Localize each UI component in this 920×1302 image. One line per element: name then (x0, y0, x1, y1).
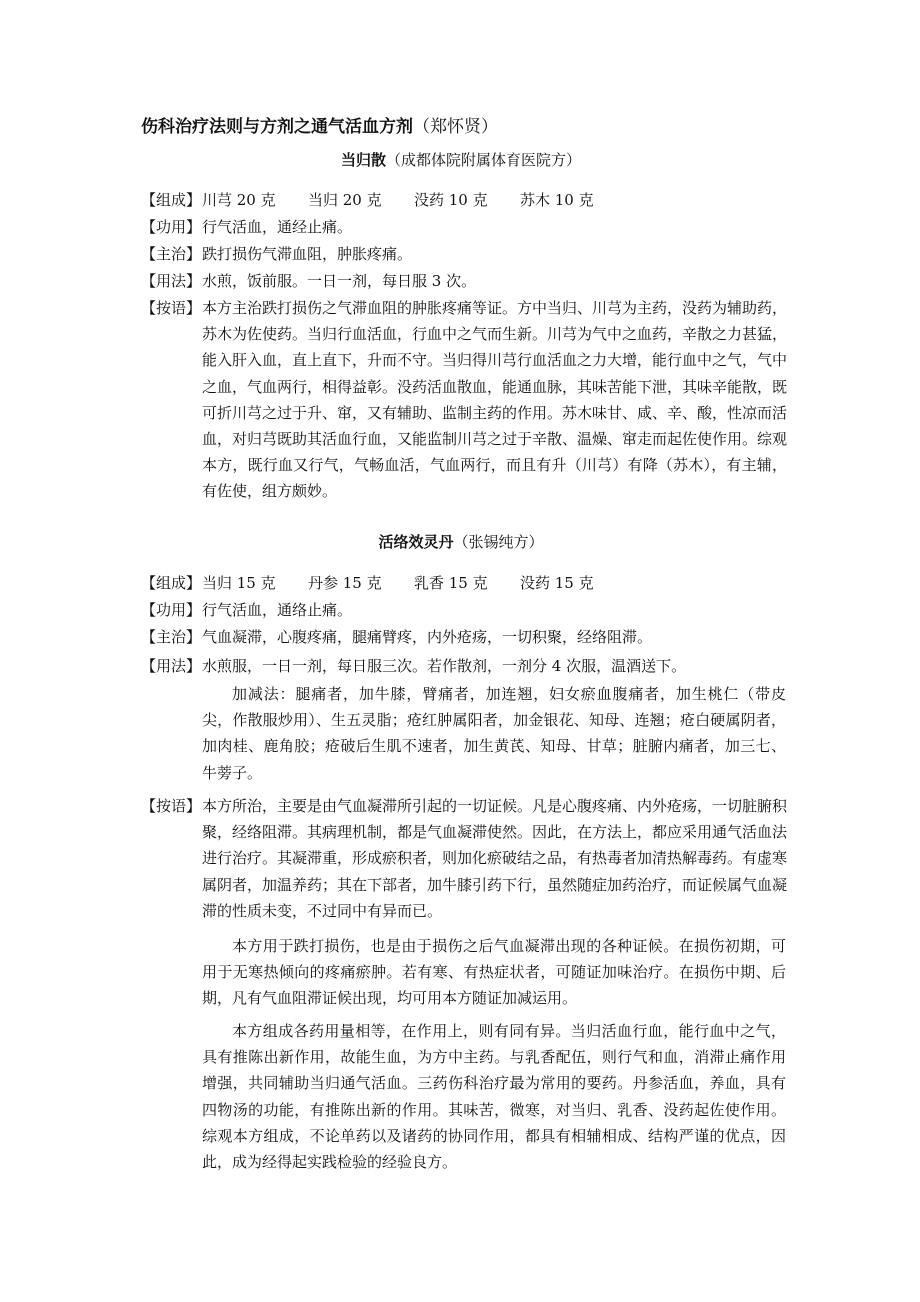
indication-text: 气血凝滞，心腹疼痛，腿痛臂疼，内外疮疡，一切积聚，经络阻滞。 (202, 628, 653, 646)
usage-field (141, 653, 787, 679)
note-field (141, 295, 787, 505)
function-label: 【功用】 (141, 601, 202, 619)
ingredient: 当归 20 克 (308, 191, 382, 209)
function-field (141, 214, 787, 240)
function-text: 行气活血，通络止痛。 (202, 601, 353, 619)
usage-field (141, 268, 787, 294)
formula-title (141, 531, 781, 552)
ingredient: 川芎 20 克 (202, 191, 276, 209)
usage-text: 水煎服，一日一剂，每日服三次。若作散剂，一剂分 4 次服，温酒送下。 (202, 657, 687, 675)
ingredient: 当归 15 克 (202, 574, 276, 592)
composition-field (141, 187, 787, 213)
indication-label: 【主治】 (141, 245, 202, 263)
formula-title (141, 149, 781, 170)
formula-name: 当归散 (340, 151, 386, 169)
composition-label: 【组成】 (141, 574, 202, 592)
note-field (141, 793, 787, 924)
composition-label: 【组成】 (141, 191, 202, 209)
indication-text: 跌打损伤气滞血阻，肿胀疼痛。 (202, 245, 413, 263)
formula-name: 活络效灵丹 (378, 533, 454, 551)
ingredient: 丹参 15 克 (308, 574, 382, 592)
composition-field (141, 570, 787, 596)
ingredient: 没药 10 克 (414, 191, 488, 209)
note-paragraph: 本方组成各药用量相等，在作用上，则有同有异。当归活血行血，能行血中之气，具有推陈出新作用，故能生血，为方中主药。与乳香配伍，则行气和血，消滞止痛作用增强，共同辅助当归通气活血。三药伤科治疗最为常用的要药。丹参活血，养血，具有四物汤的功能，有推陈出新的作用。其味苦，微寒，对当归、乳香、没药起佐使作用。综观本方组成，不论单药以及诸药的协同作用，都具有相辅相成、结构严谨的优点，因此，成为经得起实践检验的经验良方。 (202, 1022, 786, 1172)
document-author: （郑怀贤） (413, 117, 498, 137)
ingredient-list (202, 187, 787, 213)
ingredient: 苏木 10 克 (520, 191, 594, 209)
usage-label: 【用法】 (141, 657, 202, 675)
function-field (141, 597, 787, 623)
modification-paragraph: 加减法：腿痛者，加牛膝，臂痛者，加连翘，妇女瘀血腹痛者，加生桃仁（带皮尖，作散服炒用）、生五灵脂；疮红肿属阳者，加金银花、知母、连翘；疮白硬属阴者，加肉桂、鹿角胶；疮破后生肌不速者，加生黄芪、知母、甘草；脏腑内痛者，加三七、牛蒡子。 (202, 685, 786, 782)
usage-label: 【用法】 (141, 272, 202, 290)
note-label: 【按语】 (141, 299, 202, 317)
note-text: 本方所治，主要是由气血凝滞所引起的一切证候。凡是心腹疼痛、内外疮疡，一切脏腑积聚，经络阻滞。其病理机制，都是气血凝滞使然。因此，在方法上，都应采用通气活血法进行治疗。其凝滞重，形成瘀积者，则加化瘀破结之品，有热毒者加清热解毒药。有虚寒属阴者，加温养药；其在下部者，加牛膝引药下行，虽然随症加药治疗，而证候属气血凝滞的性质未变，不过同中有异而已。 (202, 797, 788, 920)
formula-source: （张锡纯方） (453, 533, 544, 551)
note-label: 【按语】 (141, 797, 202, 815)
formula-source: （成都体院附属体育医院方） (386, 151, 582, 169)
ingredient: 没药 15 克 (520, 574, 594, 592)
indication-field (141, 241, 787, 267)
ingredient: 乳香 15 克 (414, 574, 488, 592)
document-title-text: 伤科治疗法则与方剂之通气活血方剂 (141, 117, 413, 137)
usage-text: 水煎，饭前服。一日一剂，每日服 3 次。 (202, 272, 477, 290)
document-title (141, 112, 498, 137)
note-text: 本方主治跌打损伤之气滞血阻的肿胀疼痛等证。方中当归、川芎为主药，没药为辅助药，苏木为佐使药。当归行血活血，行血中之气而生新。川芎为气中之血药，辛散之力甚猛，能入肝入血，直上直下，升而不守。当归得川芎行血活血之力大增，能行血中之气，气中之血，气血两行，相得益彰。没药活血散血，能通血脉，其味苦能下泄，其味辛能散，既可折川芎之过于升、窜，又有辅助、监制主药的作用。苏木味甘、咸、辛、酸，性凉而活血，对归芎既助其活血行血，又能监制川芎之过于辛散、温燥、窜走而起佐使作用。综观本方，既行血又行气，气畅血活，气血两行，而且有升（川芎）有降（苏木），有主辅，有佐使，组方颇妙。 (202, 299, 788, 501)
indication-label: 【主治】 (141, 628, 202, 646)
ingredient-list (202, 570, 787, 596)
function-label: 【功用】 (141, 218, 202, 236)
indication-field (141, 624, 787, 650)
function-text: 行气活血，通经止痛。 (202, 218, 353, 236)
note-paragraph: 本方用于跌打损伤，也是由于损伤之后气血凝滞出现的各种证候。在损伤初期，可用于无寒热倾向的疼痛瘀肿。若有寒、有热症状者，可随证加味治疗。在损伤中期、后期，凡有气血阻滞证候出现，均可用本方随证加减运用。 (202, 937, 786, 1008)
